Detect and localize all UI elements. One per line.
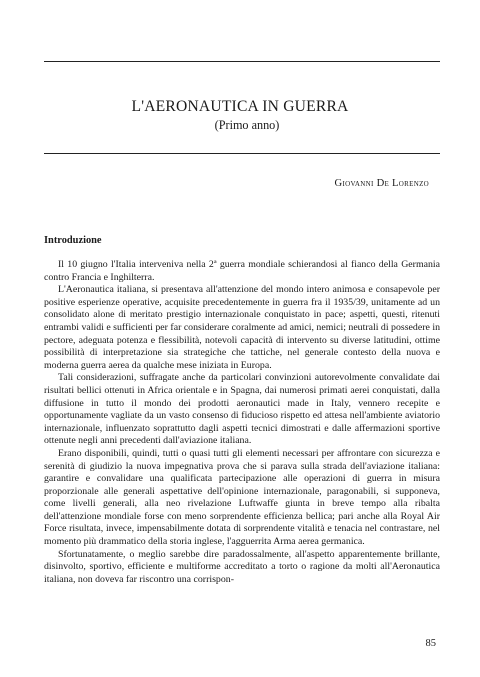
article-title: L'AERONAUTICA IN GUERRA — [131, 98, 349, 115]
paragraph: Erano disponibili, quindi, tutti o quasi tutti gli elementi necessari per affrontare con sicurezza e serenità di giudizio la nuova impegnativa prova che si parava sulla strada dell'aviazione italiana: garantire e convalidare una qualificata partecipazione alle operazioni di guerra in misura proporzionale alle generali aspettative dell'opinione internazionale, paragonabili, si supponeva, come livelli generali, alla neo rivelazione Luftwaffe giunta in breve tempo alla ribalta dell'attenzione mondiale forse con meno sorprendente efficienza bellica; pari anche alla Royal Air Force risultata, invece, impensabilmente dotata di sorprendente vitalità e tenacia nel contrastare, nel momento più drammatico della storia inglese, l'agguerrita Arma aerea germanica. — [44, 447, 440, 548]
paragraph: Sfortunatamente, o meglio sarebbe dire paradossalmente, all'aspetto apparentemente brillante, disinvolto, sportivo, efficiente e multiforme accreditato a torto o ragione da molti all'Aeronautica italiana, non doveva far riscontro una corrispon- — [44, 548, 440, 585]
paragraph: Tali considerazioni, suffragate anche da particolari convinzioni autorevolmente convalidate dai risultati bellici ottenuti in Africa orientale e in Spagna, dai numerosi primati aerei conquistati, dalla diffusione in tutto il mondo dei prodotti aeronautici made in Italy, vennero recepite e opportunamente vagliate da un vasto consenso di fiducioso rispetto ed attesa nell'ambiente aviatorio internazionale, influenzato soprattutto dagli aspetti tecnici dimostrati e dalle affermazioni sportive ottenute negli anni precedenti dall'aviazione italiana. — [44, 372, 440, 447]
bottom-rule — [44, 153, 440, 154]
paragraph: Il 10 giugno l'Italia interveniva nella 2ª guerra mondiale schierandosi al fianco della Germania contro Francia e Inghilterra. — [44, 259, 440, 283]
top-rule — [44, 61, 440, 62]
section-heading: Introduzione — [44, 235, 102, 246]
article-subtitle: (Primo anno) — [214, 118, 280, 132]
paragraph: L'Aeronautica italiana, si presentava all'attenzione del mondo intero animosa e consapevole per positive esperienze operative, acquisite precedentemente in guerra fra il 1935/39, unitamente ad un consolidato alone di meritato prestigio internazionale conquistato in pace; aspetti, questi, ritenuti entrambi validi e sufficienti per far considerare coralmente ad amici, nemici; neutrali di possedere in pectore, adeguata potenza e flessibilità, notevoli capacità di intervento su diverse latitudini, ottime possibilità di interpretazione sia strategiche che tattiche, nel generale contesto della nuova e moderna guerra aerea da qualche mese iniziata in Europa. — [44, 284, 440, 371]
body-text — [44, 259, 440, 586]
author-name: Giovanni De Lorenzo — [334, 178, 429, 189]
page-number: 85 — [425, 638, 436, 649]
